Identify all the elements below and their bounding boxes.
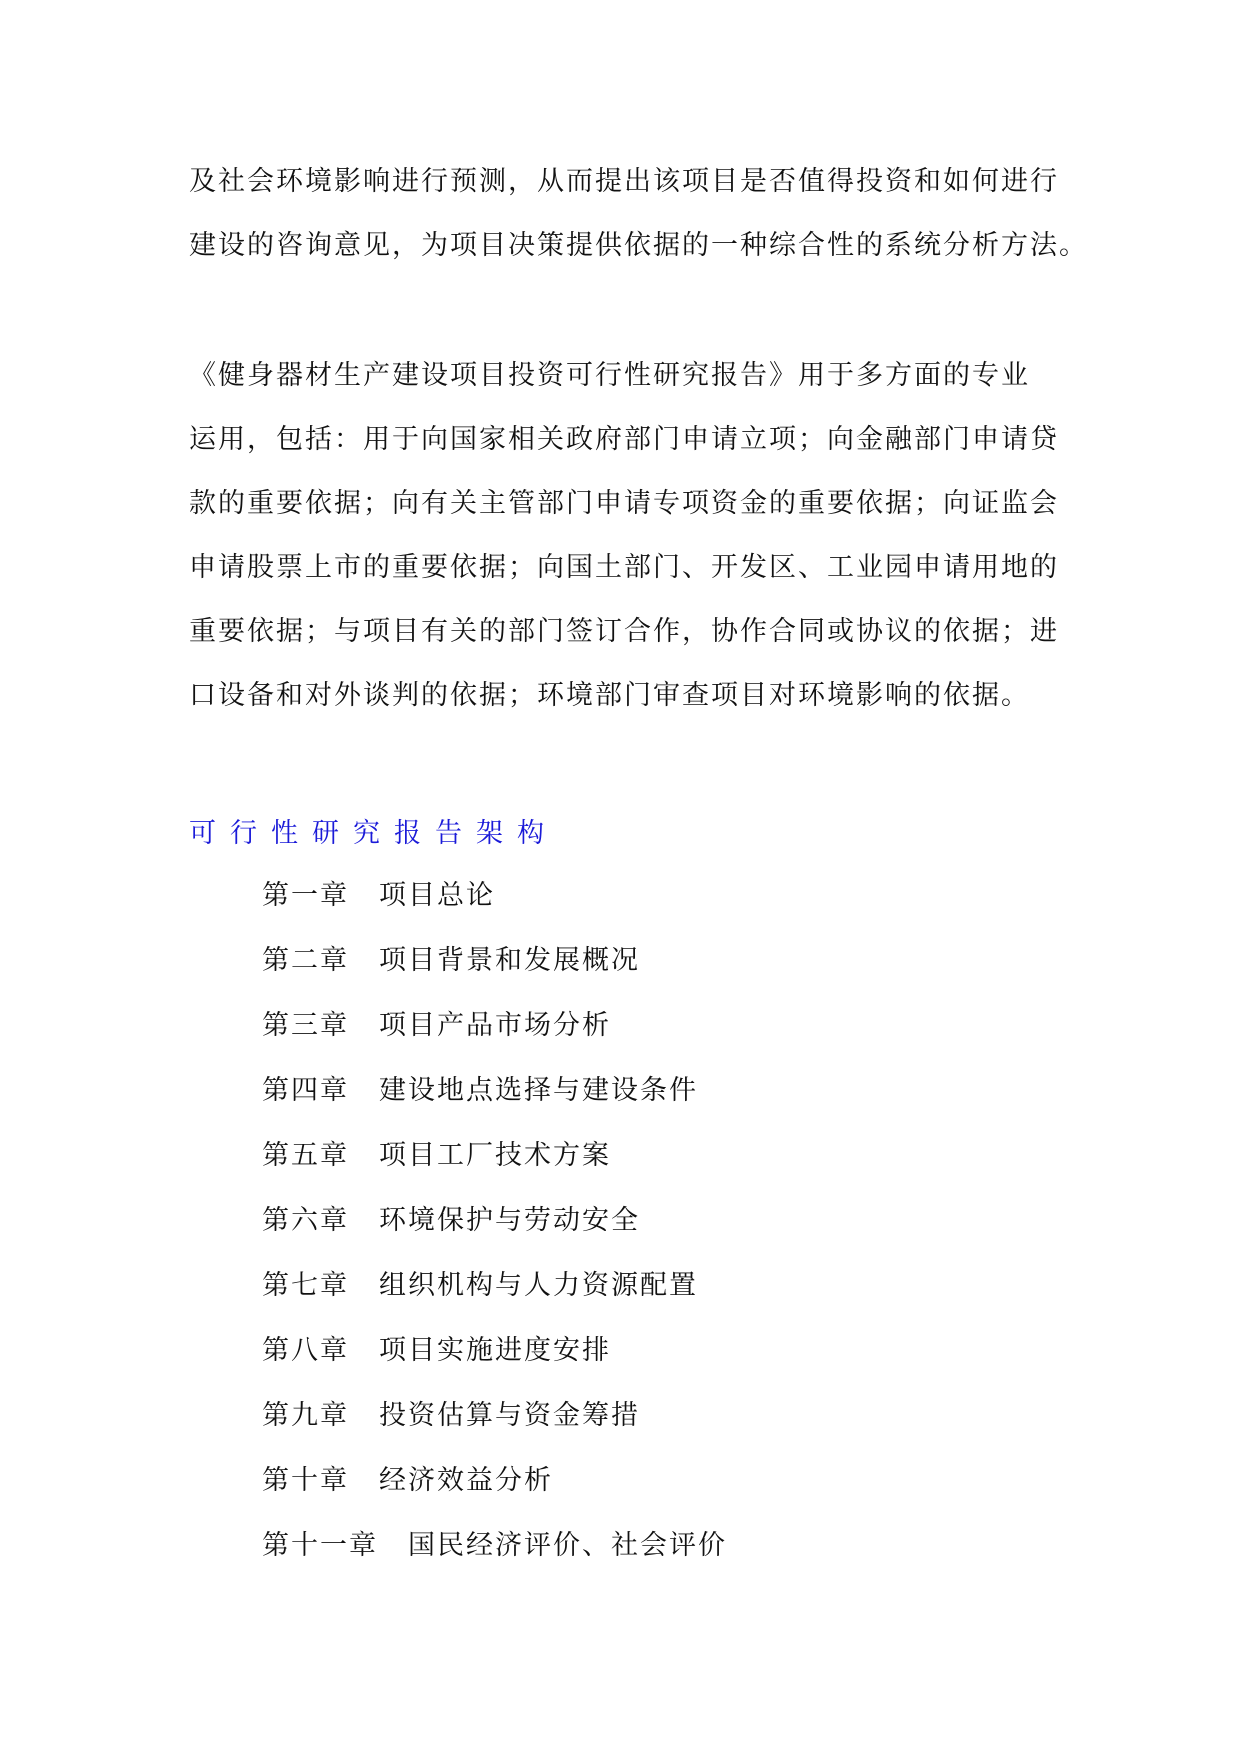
toc-item: [262, 1323, 727, 1388]
chapter-number: 第十章: [262, 1465, 349, 1496]
chapter-number: 第五章: [262, 1140, 349, 1171]
chapter-number: 第九章: [262, 1400, 349, 1431]
toc-item: [262, 868, 727, 933]
toc-item: [262, 933, 727, 998]
chapter-title: 组织机构与人力资源配置: [379, 1270, 698, 1301]
intro-line: 及社会环境影响进行预测，从而提出该项目是否值得投资和如何进行: [189, 166, 1059, 197]
toc-item: [262, 1518, 727, 1583]
intro-paragraph: [189, 150, 1088, 278]
chapter-title: 项目产品市场分析: [379, 1010, 611, 1041]
chapter-number: 第六章: [262, 1205, 349, 1236]
toc-list: [262, 868, 727, 1583]
chapter-number: 第七章: [262, 1270, 349, 1301]
chapter-title: 项目背景和发展概况: [379, 945, 640, 976]
chapter-title: 项目总论: [379, 880, 495, 911]
usage-line: 款的重要依据；向有关主管部门申请专项资金的重要依据；向证监会: [189, 488, 1059, 519]
usage-line: 运用，包括：用于向国家相关政府部门申请立项；向金融部门申请贷: [189, 424, 1059, 455]
chapter-title: 项目工厂技术方案: [379, 1140, 611, 1171]
chapter-title: 经济效益分析: [379, 1465, 553, 1496]
toc-item: [262, 998, 727, 1063]
toc-item: [262, 1388, 727, 1453]
chapter-title: 项目实施进度安排: [379, 1335, 611, 1366]
chapter-number: 第四章: [262, 1075, 349, 1106]
chapter-title: 环境保护与劳动安全: [379, 1205, 640, 1236]
usage-line: 重要依据；与项目有关的部门签订合作，协作合同或协议的依据；进: [189, 616, 1059, 647]
toc-heading: 可行性研究报告架构: [189, 818, 558, 849]
chapter-number: 第十一章: [262, 1530, 378, 1561]
toc-item: [262, 1063, 727, 1128]
usage-paragraph: [189, 344, 1069, 728]
chapter-title: 建设地点选择与建设条件: [379, 1075, 698, 1106]
chapter-number: 第一章: [262, 880, 349, 911]
usage-line: 《健身器材生产建设项目投资可行性研究报告》用于多方面的专业: [189, 360, 1030, 391]
toc-item: [262, 1258, 727, 1323]
intro-line: 建设的咨询意见，为项目决策提供依据的一种综合性的系统分析方法。: [189, 230, 1088, 261]
toc-item: [262, 1193, 727, 1258]
chapter-number: 第二章: [262, 945, 349, 976]
toc-item: [262, 1453, 727, 1518]
usage-line: 申请股票上市的重要依据；向国土部门、开发区、工业园申请用地的: [189, 552, 1059, 583]
usage-line: 口设备和对外谈判的依据；环境部门审查项目对环境影响的依据。: [189, 680, 1030, 711]
chapter-title: 投资估算与资金筹措: [379, 1400, 640, 1431]
chapter-title: 国民经济评价、社会评价: [408, 1530, 727, 1561]
toc-item: [262, 1128, 727, 1193]
chapter-number: 第八章: [262, 1335, 349, 1366]
chapter-number: 第三章: [262, 1010, 349, 1041]
